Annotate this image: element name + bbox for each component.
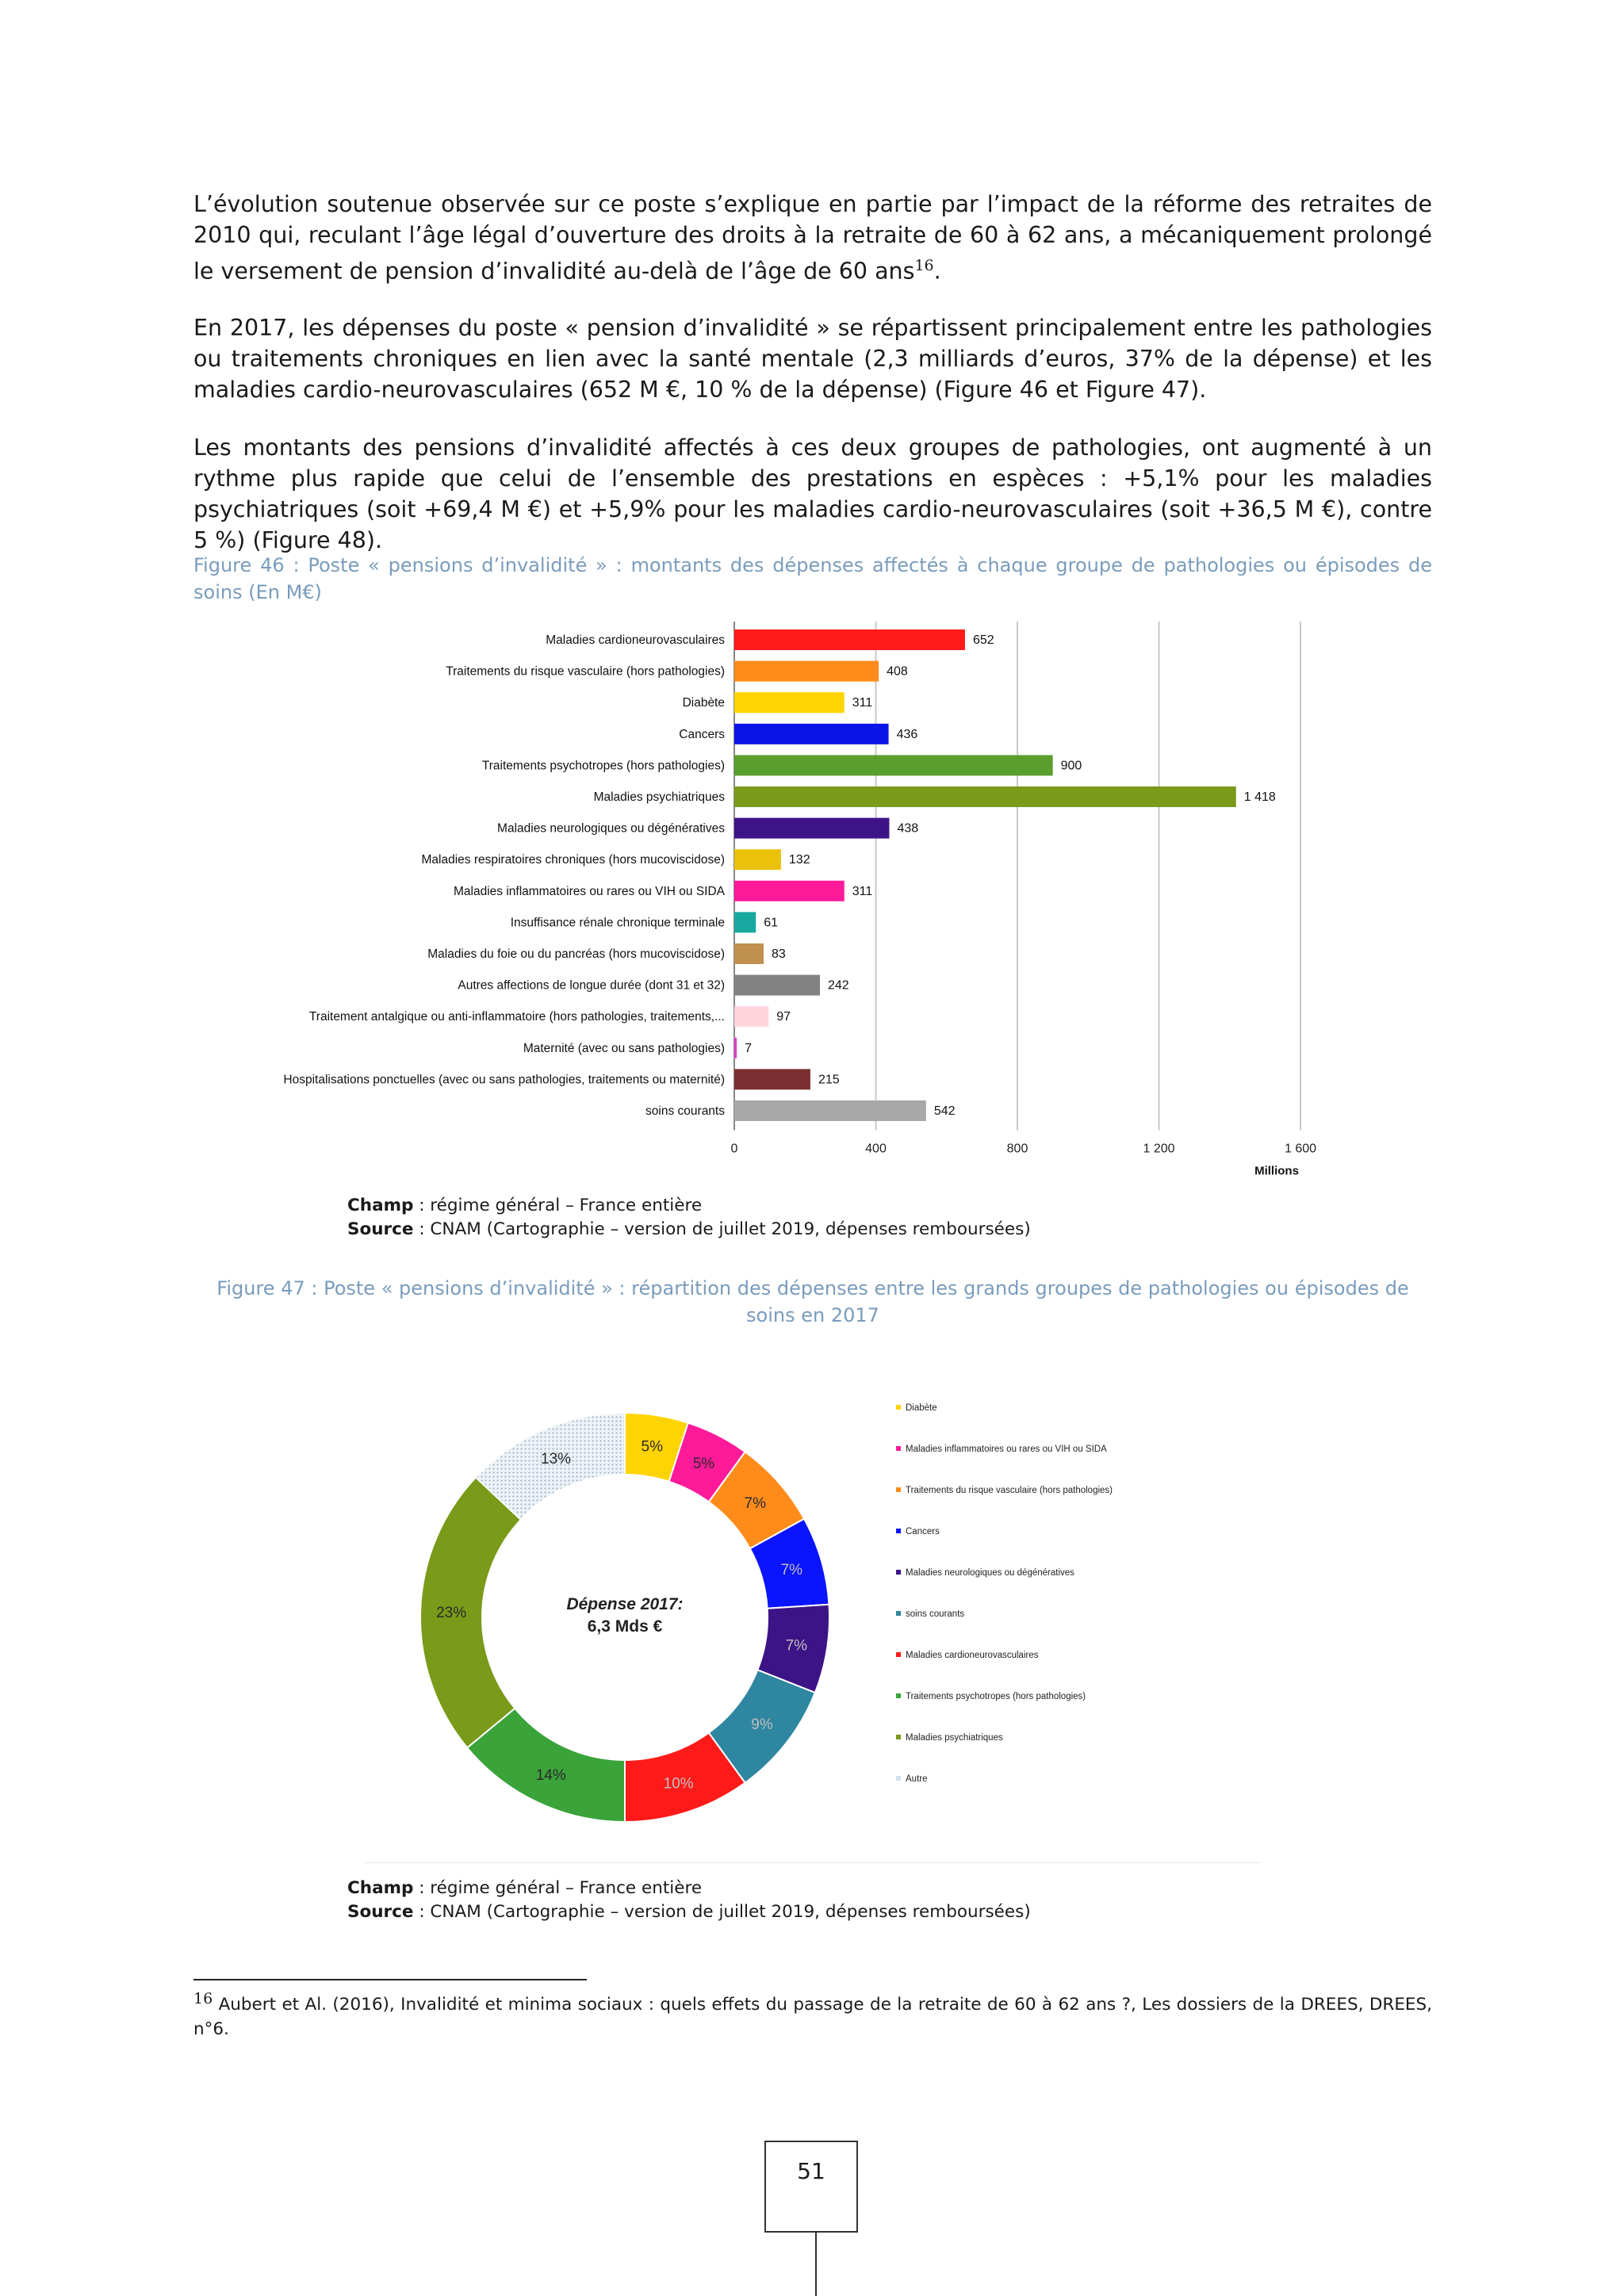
legend-entry: Traitements du risque vasculaire (hors pathologies) — [906, 1486, 1113, 1495]
legend-entry: Maladies psychiatriques — [906, 1733, 1003, 1743]
bar-value-label: 7 — [745, 1041, 753, 1055]
bar-traitements-psychotropes-hors-pathologies — [734, 755, 1053, 775]
bar-value-label: 97 — [776, 1010, 791, 1024]
bar-insuffisance-renale-chronique-terminale — [734, 912, 756, 932]
bar-cancers — [734, 724, 889, 744]
slice-label: 7% — [744, 1495, 767, 1513]
bar-value-label: 652 — [972, 633, 994, 647]
bar-maladies-inflammatoires-ou-rares-ou-vih-ou-sida — [734, 881, 845, 901]
page-number: 51 — [797, 2158, 825, 2184]
x-tick-label: 1 200 — [1143, 1142, 1175, 1156]
legend-swatch — [896, 1405, 901, 1410]
figure-46-caption: Figure 46 : Poste « pensions d’invalidité » : montants des dépenses affectés à chaque groupe de pathologies ou épisodes de soins (En M€) — [193, 554, 1432, 603]
slice-label: 9% — [751, 1716, 773, 1734]
bar-hospitalisations-ponctuelles-avec-ou-sans-pathologies-traitements-ou-maternite — [734, 1069, 810, 1089]
x-axis-label: Millions — [1254, 1164, 1299, 1178]
bar-category-label: soins courants — [645, 1104, 725, 1118]
legend-swatch — [896, 1776, 901, 1781]
bar-value-label: 61 — [764, 916, 779, 930]
bar-autres-affections-de-longue-duree-dont-31-et-32 — [734, 975, 820, 996]
bar-traitement-antalgique-ou-anti-inflammatoire-hors-pathologies-traitements — [734, 1006, 768, 1027]
bar-category-label: Maladies du foie ou du pancréas (hors mucoviscidose) — [427, 947, 725, 961]
x-tick-label: 800 — [1006, 1142, 1028, 1156]
x-tick-label: 1 600 — [1284, 1142, 1317, 1156]
bar-maladies-respiratoires-chroniques-hors-mucoviscidose — [734, 849, 781, 870]
bar-category-label: Hospitalisations ponctuelles (avec ou sans pathologies, traitements ou maternité) — [283, 1073, 725, 1087]
legend-entry: Traitements psychotropes (hors pathologies) — [906, 1692, 1086, 1701]
footnote-text: Aubert et Al. (2016), Invalidité et minima sociaux : quels effets du passage de la retraite de 60 à 62 ans ?, Les dossiers de la DREES, DREES, n°6. — [193, 1995, 1432, 2040]
page-number-box — [764, 2141, 858, 2233]
bar-maladies-psychiatriques — [734, 786, 1236, 807]
bar-value-label: 1 418 — [1243, 790, 1276, 804]
bar-category-label: Maternité (avec ou sans pathologies) — [523, 1041, 725, 1055]
legend-swatch — [896, 1487, 901, 1492]
legend-entry: soins courants — [906, 1609, 965, 1619]
bar-category-label: Autres affections de longue durée (dont 31 et 32) — [458, 978, 725, 993]
bar-maladies-neurologiques-ou-degeneratives — [734, 818, 889, 839]
legend-entry: Autre — [906, 1774, 928, 1784]
paragraph-1 — [193, 189, 1432, 287]
donut-center-value: 6,3 Mds € — [587, 1617, 663, 1636]
slice-label: 13% — [541, 1451, 572, 1468]
bar-category-label: Maladies psychiatriques — [593, 790, 725, 804]
legend-swatch — [896, 1446, 901, 1451]
x-tick-label: 400 — [865, 1142, 887, 1156]
bar-value-label: 311 — [852, 696, 873, 710]
paragraph-1-end: . — [933, 258, 941, 285]
slice-label: 10% — [663, 1775, 694, 1793]
footnote-rule — [193, 1979, 587, 1980]
legend-entry: Maladies neurologiques ou dégénératives — [906, 1568, 1074, 1578]
legend-swatch — [896, 1529, 901, 1533]
legend-swatch — [896, 1611, 901, 1616]
bar-category-label: Insuffisance rénale chronique terminale — [510, 916, 725, 930]
bar-diabete — [734, 692, 845, 713]
bar-category-label: Cancers — [679, 727, 725, 741]
figure-46-source: Source : CNAM (Cartographie – version de juillet 2019, dépenses remboursées) — [347, 1219, 1031, 1239]
slice-label: 7% — [780, 1561, 803, 1578]
footnote-ref[interactable]: 16 — [914, 257, 934, 274]
footnote — [193, 1987, 1432, 2042]
donut-center-title: Dépense 2017: — [566, 1595, 684, 1613]
legend-swatch — [896, 1693, 901, 1698]
legend-entry: Maladies cardioneurovasculaires — [906, 1651, 1039, 1660]
bar-category-label: Maladies respiratoires chroniques (hors mucoviscidose) — [421, 853, 725, 867]
page-number-line — [815, 2233, 817, 2296]
paragraph-2: En 2017, les dépenses du poste « pension d’invalidité » se répartissent principalement entre les pathologies ou traitements chroniques en lien avec la santé mentale (2,3 milliards d’euros, 37% de la dépense) et les maladies cardio-neurovasculaires (652 M €, 10 % de la dépense) (Figure 46 et Figure 47). — [193, 315, 1432, 403]
bar-category-label: Maladies cardioneurovasculaires — [546, 633, 725, 647]
chart-divider — [365, 1862, 1261, 1863]
bar-value-label: 436 — [896, 727, 918, 741]
bar-category-label: Diabète — [682, 696, 725, 710]
legend-entry: Diabète — [906, 1403, 937, 1413]
bar-value-label: 132 — [788, 853, 810, 867]
footnote-number: 16 — [193, 1990, 213, 2007]
bar-maladies-cardioneurovasculaires — [734, 629, 965, 650]
figure-47-source: Source : CNAM (Cartographie – version de juillet 2019, dépenses remboursées) — [347, 1902, 1031, 1922]
bar-value-label: 215 — [818, 1073, 840, 1087]
bar-value-label: 438 — [897, 821, 919, 836]
bar-maladies-du-foie-ou-du-pancreas-hors-mucoviscidose — [734, 943, 764, 964]
slice-label: 7% — [785, 1637, 808, 1655]
paragraph-1-text: L’évolution soutenue observée sur ce poste s’explique en partie par l’impact de la réforme des retraites de 2010 qui, reculant l’âge légal d’ouverture des droits à la retraite de 60 à 62 ans, a mécaniquement prolongé le versement de pension d’invalidité au-delà de l’âge de 60 ans — [193, 191, 1432, 285]
slice-label: 5% — [692, 1455, 715, 1472]
bar-soins-courants — [734, 1100, 926, 1121]
bar-value-label: 542 — [933, 1104, 956, 1118]
bar-value-label: 408 — [887, 664, 908, 679]
slice-label: 23% — [436, 1605, 467, 1622]
bar-category-label: Maladies inflammatoires ou rares ou VIH ou SIDA — [453, 884, 725, 898]
bar-value-label: 900 — [1060, 759, 1082, 773]
bar-value-label: 311 — [852, 884, 873, 898]
bar-value-label: 83 — [772, 947, 786, 961]
bar-category-label: Maladies neurologiques ou dégénératives — [497, 821, 725, 836]
bar-value-label: 242 — [827, 978, 849, 993]
legend-swatch — [896, 1570, 901, 1575]
figure-47-donut-chart — [349, 1380, 1269, 1839]
figure-47-caption: Figure 47 : Poste « pensions d’invalidité » : répartition des dépenses entre les grands groupes de pathologies ou épisodes de soins en 2017 — [216, 1277, 1409, 1326]
slice-label: 5% — [641, 1438, 663, 1456]
slice-maladies-psychiatriques — [420, 1477, 521, 1747]
figure-47-champ: Champ : régime général – France entière — [347, 1878, 703, 1898]
slice-label: 14% — [535, 1767, 566, 1785]
bar-maternite-avec-ou-sans-pathologies — [734, 1038, 737, 1058]
legend-entry: Maladies inflammatoires ou rares ou VIH ou SIDA — [906, 1445, 1107, 1454]
paragraph-3: Les montants des pensions d’invalidité affectés à ces deux groupes de pathologies, ont augmenté à un rythme plus rapide que celui de l’ensemble des prestations en espèces : +5,1% pour les maladies psychiatriques (soit +69,4 M €) et +5,9% pour les maladies cardio-neurovasculaires (soit +36,5 M €), contre 5 %) (Figure 48). — [193, 434, 1432, 553]
bar-category-label: Traitements psychotropes (hors pathologies) — [481, 759, 725, 773]
legend-swatch — [896, 1735, 901, 1739]
bar-category-label: Traitement antalgique ou anti-inflammatoire (hors pathologies, traitements,... — [308, 1010, 725, 1024]
legend-entry: Cancers — [906, 1527, 940, 1536]
figure-46-champ: Champ : régime général – France entière — [347, 1196, 703, 1215]
x-tick-label: 0 — [730, 1142, 738, 1156]
bar-traitements-du-risque-vasculaire-hors-pathologies — [734, 661, 879, 682]
figure-46-bar-chart — [190, 615, 1380, 1186]
bar-category-label: Traitements du risque vasculaire (hors pathologies) — [446, 664, 725, 679]
legend-swatch — [896, 1652, 901, 1657]
